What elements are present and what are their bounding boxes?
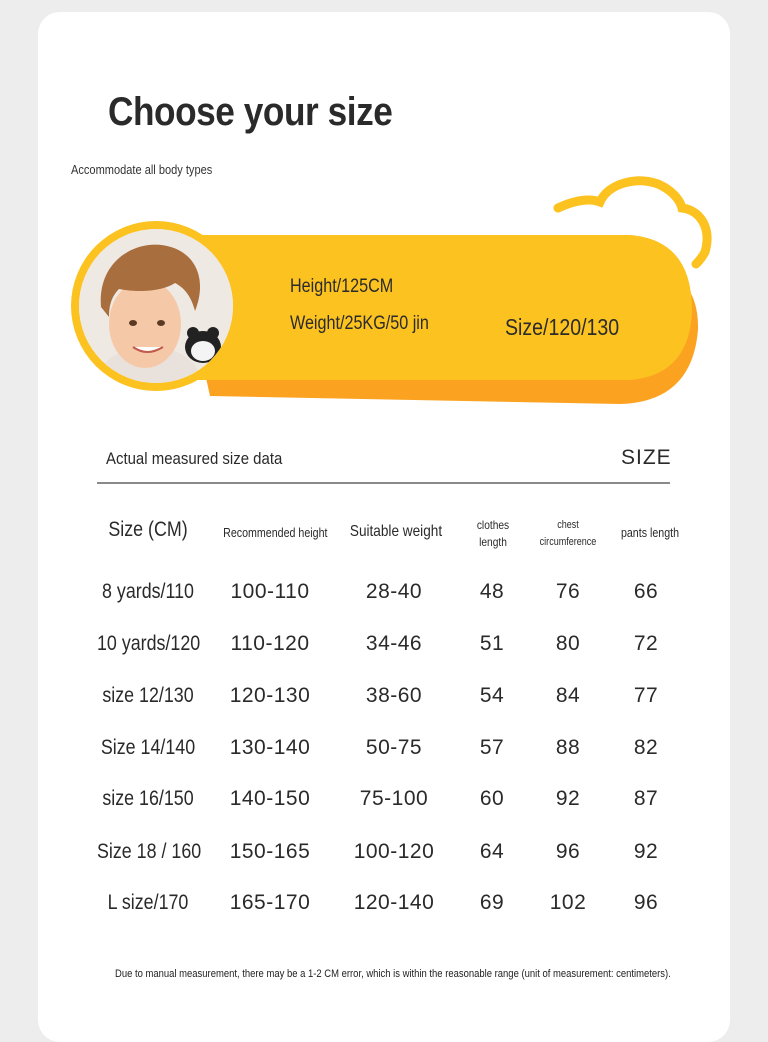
- table-cell-weight: 34-46: [365, 632, 423, 655]
- header-pants-length: pants length: [620, 525, 680, 540]
- table-cell-pants-length: 66: [633, 580, 659, 603]
- model-weight: Weight/25KG/50 jin: [290, 313, 429, 334]
- section-size-tag: SIZE: [621, 446, 672, 469]
- table-cell-chest: 84: [555, 684, 581, 707]
- table-cell-weight: 100-120: [353, 840, 435, 863]
- table-cell-chest: 96: [555, 840, 581, 863]
- section-divider: [97, 482, 670, 484]
- table-cell-weight: 75-100: [359, 787, 429, 810]
- model-height: Height/125CM: [290, 276, 394, 297]
- section-label: Actual measured size data: [106, 449, 283, 468]
- table-cell-chest: 76: [555, 580, 581, 603]
- table-cell-pants-length: 87: [633, 787, 659, 810]
- table-cell-size: size 12/130: [102, 684, 194, 707]
- header-size: Size (CM): [108, 518, 188, 541]
- table-cell-weight: 28-40: [365, 580, 423, 603]
- table-cell-height: 100-110: [230, 580, 310, 603]
- table-cell-clothes-length: 51: [479, 632, 505, 655]
- child-avatar: [79, 229, 233, 383]
- table-cell-clothes-length: 54: [479, 684, 505, 707]
- table-cell-pants-length: 77: [633, 684, 659, 707]
- table-cell-clothes-length: 60: [479, 787, 505, 810]
- table-cell-pants-length: 72: [633, 632, 659, 655]
- table-cell-height: 130-140: [229, 736, 311, 759]
- table-cell-clothes-length: 57: [479, 736, 505, 759]
- table-cell-chest: 88: [555, 736, 581, 759]
- table-cell-pants-length: 92: [633, 840, 659, 863]
- table-cell-height: 120-130: [229, 684, 311, 707]
- table-cell-height: 165-170: [229, 891, 311, 914]
- table-cell-size: Size 14/140: [100, 736, 196, 759]
- page-subtitle: Accommodate all body types: [71, 162, 213, 177]
- table-cell-size: Size 18 / 160: [97, 840, 202, 863]
- table-cell-chest: 92: [555, 787, 581, 810]
- table-cell-clothes-length: 69: [479, 891, 505, 914]
- table-cell-height: 110-120: [230, 632, 310, 655]
- table-cell-weight: 50-75: [365, 736, 423, 759]
- table-cell-height: 150-165: [229, 840, 311, 863]
- table-cell-size: 10 yards/120: [97, 632, 201, 655]
- header-suitable-weight: Suitable weight: [349, 523, 443, 540]
- table-cell-clothes-length: 48: [479, 580, 505, 603]
- table-cell-pants-length: 96: [633, 891, 659, 914]
- header-recommended-height: Recommended height: [223, 525, 328, 540]
- model-size: Size/120/130: [505, 314, 620, 340]
- table-cell-weight: 38-60: [365, 684, 423, 707]
- table-cell-height: 140-150: [229, 787, 311, 810]
- table-cell-chest: 80: [555, 632, 581, 655]
- table-cell-size: L size/170: [107, 891, 189, 914]
- table-cell-chest: 102: [549, 891, 587, 914]
- table-cell-size: size 16/150: [102, 787, 194, 810]
- table-cell-pants-length: 82: [633, 736, 659, 759]
- table-cell-clothes-length: 64: [479, 840, 505, 863]
- header-clothes-length: clothes length: [476, 518, 510, 549]
- footnote: Due to manual measurement, there may be a 1-2 CM error, which is within the reasonable range (unit of measurement: centimeters).: [115, 968, 671, 980]
- banner-capsule: [180, 235, 692, 380]
- table-cell-size: 8 yards/110: [102, 580, 194, 603]
- table-cell-weight: 120-140: [353, 891, 435, 914]
- header-chest-circumference: chest circumference: [539, 519, 597, 548]
- page-title: Choose your size: [108, 90, 393, 134]
